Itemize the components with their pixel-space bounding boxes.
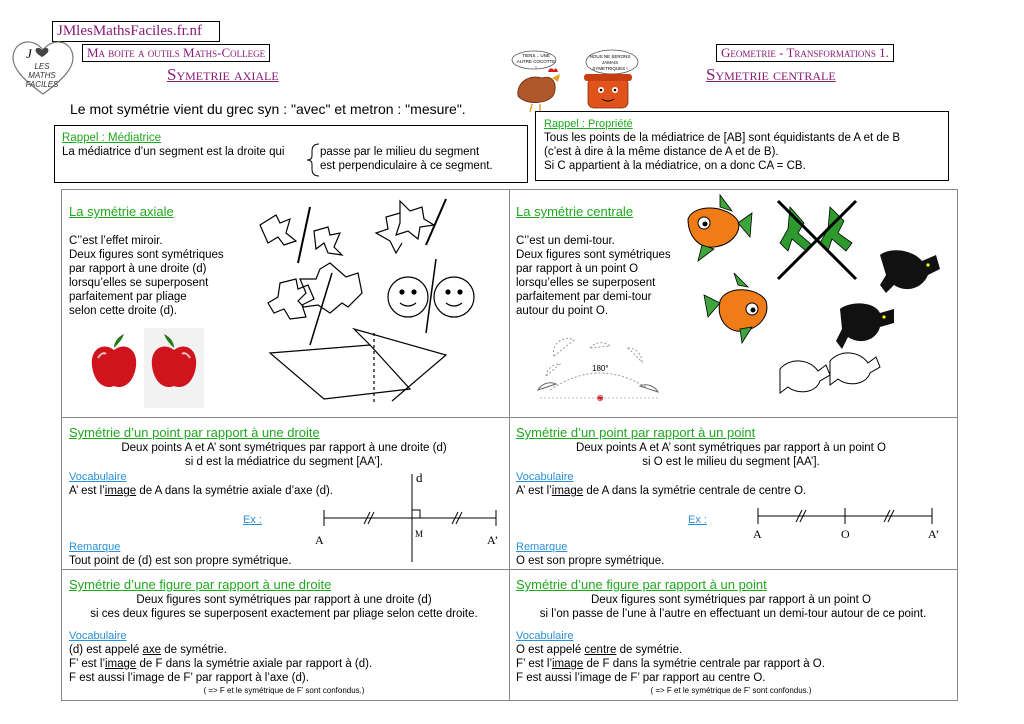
rappel-mediatrice-line2: est perpendiculaire à ce segment. [320, 160, 493, 172]
central-line: parfaitement par demi-tour [516, 291, 652, 303]
figure-central-vocab-line1 [516, 643, 682, 657]
figure-axial-def2: si ces deux figures se superposent exactement par pliage selon cette droite. [90, 608, 478, 620]
point-axial-def2: si d est la médiatrice du segment [AA’]. [185, 456, 383, 468]
axial-line: C’’est l’effet miroir. [69, 235, 163, 247]
central-line: Deux figures sont symétriques [516, 249, 671, 261]
figure-axial-vocab-line2 [69, 657, 372, 671]
point-axial-vocab-text [69, 484, 333, 498]
grid-divider-1 [61, 417, 957, 418]
point-central-def2: si O est le milieu du segment [AA’]. [642, 456, 820, 468]
vocab-post: de F dans la symétrie axiale par rapport à (d). [136, 658, 373, 670]
vocab-word-image: image [104, 485, 137, 497]
axial-figures [250, 193, 490, 411]
rappel-mediatrice-line1: passe par le milieu du segment [320, 146, 480, 158]
vocab-word-image: image [552, 658, 584, 670]
central-line: C’’est un demi-tour. [516, 235, 615, 247]
rappel-mediatrice-box [54, 125, 528, 183]
axial-line: par rapport à une droite (d) [69, 263, 207, 275]
point-central-title: Symétrie d’un point par rapport à un point [516, 425, 756, 440]
figure-central-title: Symétrie d’une figure par rapport à un point [516, 577, 767, 592]
figure-central-vocab-line2 [516, 657, 825, 671]
axial-line: lorsqu’elles se superposent [69, 277, 209, 289]
point-a-label: A [753, 527, 762, 541]
vocab-pre: F’ est l’ [516, 658, 552, 670]
central-title: La symétrie centrale [516, 204, 634, 219]
figure-central-def2: si l’on passe de l’une à l’autre en effectuant un demi-tour autour de ce point. [539, 608, 927, 620]
brace-icon [305, 143, 321, 177]
point-central-def1: Deux points A et A’ sont symétriques par rapport à un point O [575, 442, 887, 454]
point-axial-remark-text: Tout point de (d) est son propre symétrique. [69, 555, 292, 567]
point-central-vocab-label: Vocabulaire [516, 471, 574, 483]
angle-label: 180° [592, 364, 609, 373]
grid-divider-vertical [509, 189, 510, 700]
axial-point-diagram [316, 470, 502, 566]
point-axial-remark-label: Remarque [69, 541, 121, 553]
speech-bubble-pot: NOUS NE SERONS JAMAIS SYMETRIQUES ! [589, 54, 631, 71]
point-o-label: O [841, 527, 850, 541]
vocab-pre: (d) est appelé [69, 644, 143, 656]
title-axial: Symetrie axiale [167, 65, 279, 84]
point-axial-def1: Deux points A et A’ sont symétriques par rapport à une droite (d) [121, 442, 447, 454]
vocab-word-centre: centre [584, 644, 617, 656]
axial-text [69, 234, 224, 318]
rappel-propriete-line2: (c’est à dire à la même distance de A et de B). [544, 146, 779, 158]
central-line: autour du point O. [516, 305, 609, 317]
point-a-prime-label: A’ [928, 527, 940, 541]
point-axial-example-label: Ex : [243, 514, 262, 526]
point-central-remark-label: Remarque [516, 541, 568, 553]
vocab-pre: A’ est l’ [516, 485, 552, 497]
chapter-tag: Geometrie - Transformations 1. [716, 44, 894, 62]
vocab-word-image: image [551, 485, 584, 497]
vocab-word-image: image [105, 658, 137, 670]
figure-central-def1: Deux figures sont symétriques par rapport à un point O [591, 594, 871, 606]
rappel-mediatrice-text: La médiatrice d’un segment est la droite qui [62, 146, 285, 158]
vocab-post: de F dans la symétrie centrale par rapport à O. [583, 658, 825, 670]
figure-central-vocab-label: Vocabulaire [516, 630, 574, 642]
central-text [516, 234, 671, 318]
svg-text:J: J [26, 46, 32, 61]
central-point-diagram [752, 504, 938, 528]
site-name[interactable]: JMlesMathsFaciles.fr.nf [52, 21, 220, 42]
apples-mirror-image [84, 328, 204, 408]
rappel-propriete-line1: Tous les points de la médiatrice de [AB] sont équidistants de A et de B [544, 132, 901, 144]
rappel-propriete-line3: Si C appartient à la médiatrice, on a donc CA = CB. [544, 160, 806, 172]
vocab-pre: O est appelé [516, 644, 585, 656]
speech-bubble-hen: TIENS... UNE AUTRE COCOTTE ! [516, 53, 556, 70]
axial-title: La symétrie axiale [69, 204, 174, 219]
figure-axial-vocab-line1 [69, 643, 227, 657]
figure-axial-vocab-line3: F est aussi l’image de F’ par rapport à l’axe (d). [69, 672, 309, 684]
point-axial-vocab-label: Vocabulaire [69, 471, 127, 483]
rappel-propriete-box [535, 111, 949, 181]
vocab-post: de A dans la symétrie axiale d’axe (d). [136, 485, 334, 497]
title-central: Symetrie centrale [706, 65, 836, 84]
figure-axial-title: Symétrie d’une figure par rapport à une droite [69, 577, 332, 592]
central-line: lorsqu’elles se superposent [516, 277, 656, 289]
axial-line: selon cette droite (d). [69, 305, 178, 317]
center-o-label: O [597, 394, 604, 403]
point-m-label: M [415, 529, 424, 539]
vocab-pre: A’ est l’ [69, 485, 105, 497]
point-a-prime-label: A’ [487, 533, 499, 547]
grid-divider-2 [61, 569, 957, 570]
rappel-propriete-label: Rappel : Propriété [544, 118, 633, 130]
rappel-mediatrice-label: Rappel : Médiatrice [62, 132, 162, 144]
vocab-post: de symétrie. [616, 644, 683, 656]
point-central-vocab-text [516, 484, 806, 498]
vocab-post: de A dans la symétrie centrale de centre O. [583, 485, 807, 497]
figure-axial-def1: Deux figures sont symétriques par rapport à une droite (d) [136, 594, 432, 606]
point-central-remark-text: O est son propre symétrique. [516, 555, 665, 567]
figure-axial-vocab-label: Vocabulaire [69, 630, 127, 642]
toolbox-tag: Ma boite a outils Maths-College [82, 44, 270, 62]
logo-text: LES MATHS FACILES [25, 62, 59, 89]
central-line: par rapport à un point O [516, 263, 639, 275]
point-a-label: A [315, 533, 324, 547]
axial-line: Deux figures sont symétriques [69, 249, 224, 261]
intro-sentence: Le mot symétrie vient du grec syn : "avec" et metron : "mesure". [70, 101, 466, 117]
point-central-example-label: Ex : [688, 514, 707, 526]
figure-central-note: ( => F et le symétrique de F’ sont confondus.) [650, 686, 812, 695]
central-figures [680, 193, 950, 411]
figure-axial-note: ( => F et le symétrique de F’ sont confondus.) [203, 686, 365, 695]
vocab-word-axe: axe [142, 644, 162, 656]
figure-central-vocab-line3: F est aussi l’image de F’ par rapport au centre O. [516, 672, 766, 684]
axial-line: parfaitement par pliage [69, 291, 187, 303]
axis-d-label: d [416, 470, 423, 485]
vocab-pre: F’ est l’ [69, 658, 105, 670]
point-axial-title: Symétrie d’un point par rapport à une droite [69, 425, 320, 440]
vocab-post: de symétrie. [161, 644, 227, 656]
